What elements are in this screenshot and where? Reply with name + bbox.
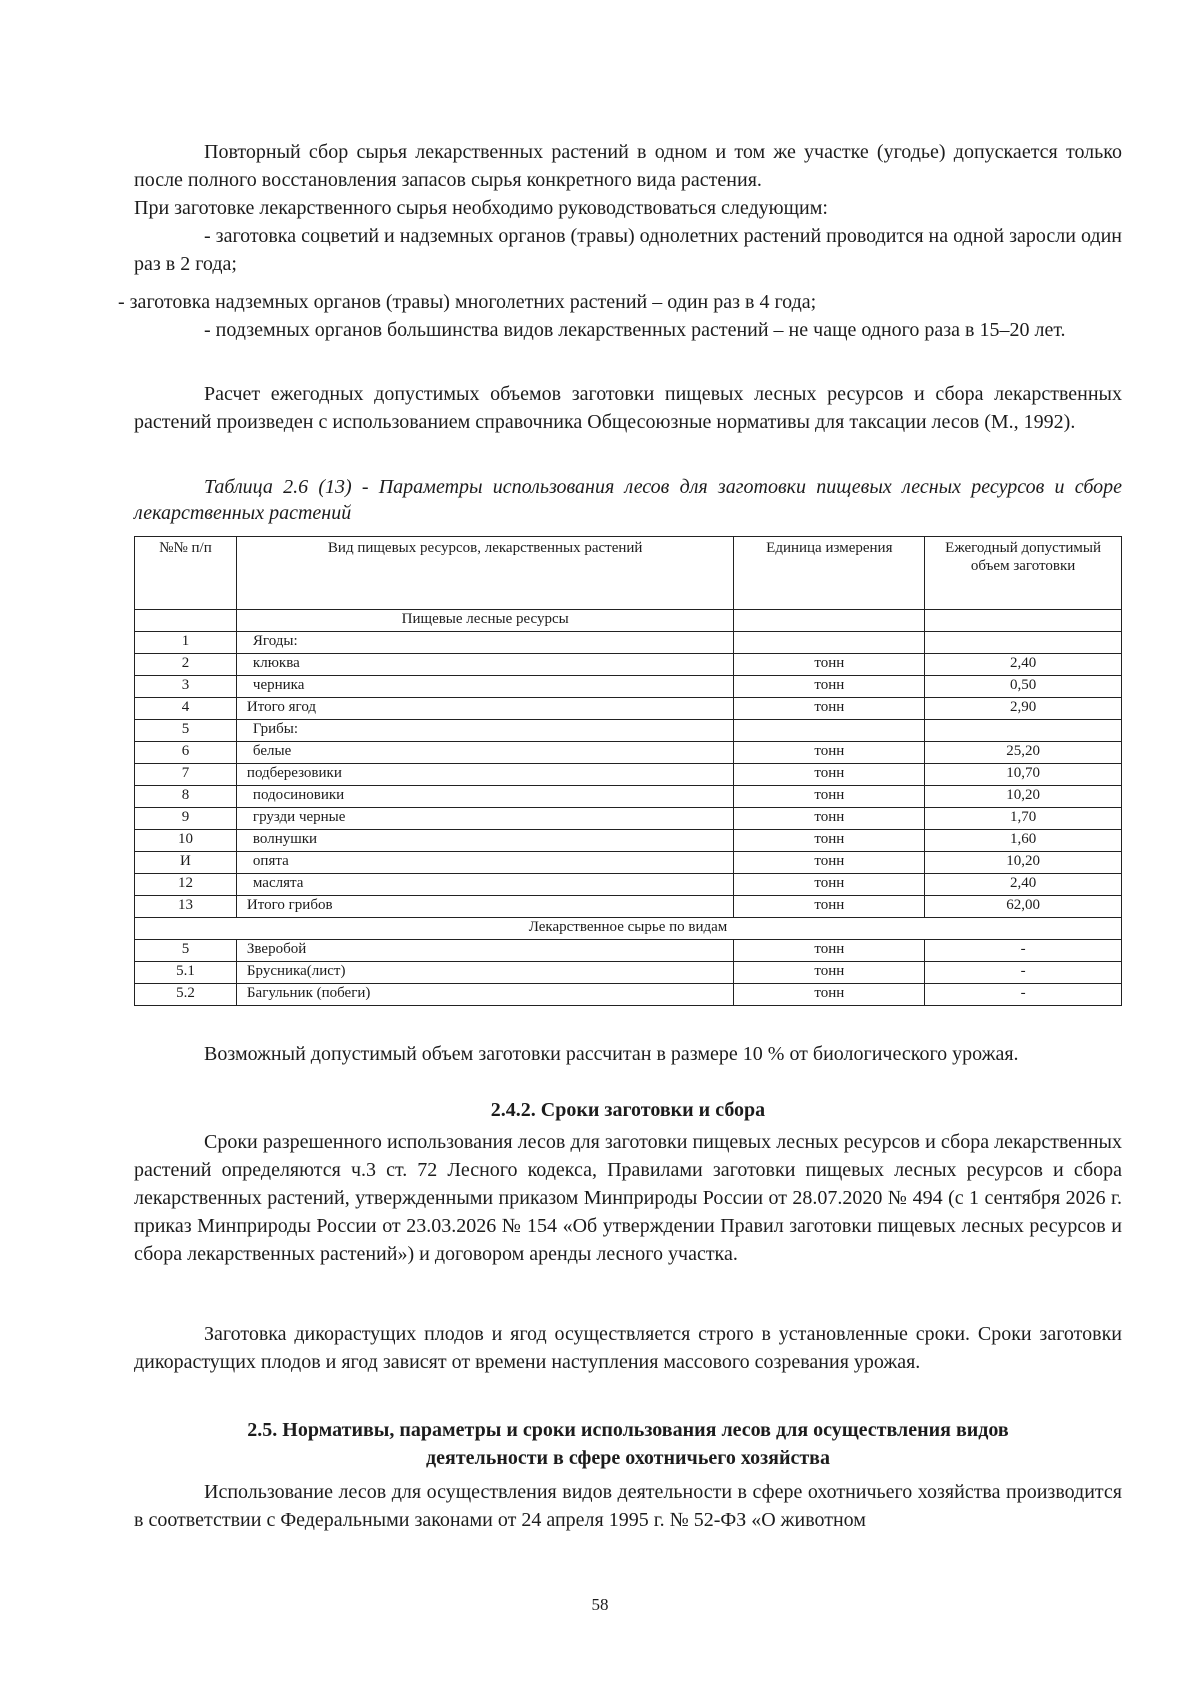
table-row: И опята тонн 10,20 [135,852,1122,874]
header-number: №№ п/п [135,537,237,610]
table-row: 13 Итого грибов тонн 62,00 [135,896,1122,918]
table-row: 3 черника тонн 0,50 [135,676,1122,698]
table-header-row [135,537,1122,610]
header-annual-volume: Ежегодный допустимый объем заготовки [925,537,1122,610]
section-heading-hunting-line1: 2.5. Нормативы, параметры и сроки использования лесов для осуществления видов [247,1419,1009,1441]
table-row: 1 Ягоды: [135,632,1122,654]
list-item-annual-plants: - заготовка соцветий и надземных органов (травы) однолетних растений проводится на одной заросли один раз в 2 года; [134,225,1122,275]
food-resources-table [134,536,1122,1006]
table-row: 8 подосиновики тонн 10,20 [135,786,1122,808]
paragraph-wild-fruits: Заготовка дикорастущих плодов и ягод осуществляется строго в установленные сроки. Сроки заготовки дикорастущих плодов и ягод зависят от времени наступления массового созревания урожая. [134,1323,1122,1373]
section-row [135,610,1122,632]
table-row: 5.1 Брусника(лист) тонн - [135,962,1122,984]
page-number: 58 [591,1595,609,1614]
section-medicinal-raw: Лекарственное сырье по видам [135,918,1122,940]
table-row: 5.2 Багульник (побеги) тонн - [135,984,1122,1006]
table-caption: Таблица 2.6 (13) - Параметры использования лесов для заготовки пищевых лесных ресурсов и сборе лекарственных растений [134,476,1122,524]
list-item-underground-organs: - подземных органов большинства видов лекарственных растений – не чаще одного раза в 15–20 лет. [204,319,1066,341]
table-row: 9 грузди черные тонн 1,70 [135,808,1122,830]
section-food-resources: Пищевые лесные ресурсы [236,610,734,632]
header-unit: Единица измерения [734,537,925,610]
paragraph-hunting-usage: Использование лесов для осуществления видов деятельности в сфере охотничьего хозяйства производится в соответствии с Федеральными законами от 24 апреля 1995 г. № 52-ФЗ «О животном [134,1481,1122,1531]
header-resource-type: Вид пищевых ресурсов, лекарственных растений [236,537,734,610]
table-row: 5 Грибы: [135,720,1122,742]
section-row [135,918,1122,940]
paragraph-permitted-terms: Сроки разрешенного использования лесов для заготовки пищевых лесных ресурсов и сбора лекарственных растений определяются ч.3 ст. 72 Лесного кодекса, Правилами заготовки пищевых лесных ресурсов и сбора лекарственных растений, утвержденными приказом Минприроды России от 28.07.2020 № 494 (с 1 сентября 2026 г. приказ Минприроды России от 23.03.2026 № 154 «Об утверждении Правил заготовки пищевых лесных ресурсов и сбора лекарственных растений») и договором аренды лесного участка. [134,1131,1122,1265]
table-row: 10 волнушки тонн 1,60 [135,830,1122,852]
table-row: 5 Зверобой тонн - [135,940,1122,962]
table-row: 2 клюква тонн 2,40 [135,654,1122,676]
list-item-perennial-plants: - заготовка надземных органов (травы) многолетних растений – один раз в 4 года; [118,291,817,313]
table-row: 7 подберезовики тонн 10,70 [135,764,1122,786]
paragraph-repeat-collection: Повторный сбор сырья лекарственных растений в одном и том же участке (угодье) допускается только после полного восстановления запасов сырья конкретного вида растения. [134,141,1122,191]
table-row: 12 маслята тонн 2,40 [135,874,1122,896]
table-row: 4 Итого ягод тонн 2,90 [135,698,1122,720]
section-heading-harvest-terms: 2.4.2. Сроки заготовки и сбора [490,1099,766,1121]
paragraph-allowed-volume: Возможный допустимый объем заготовки рассчитан в размере 10 % от биологического урожая. [204,1043,1019,1065]
paragraph-guidance-intro: При заготовке лекарственного сырья необходимо руководствоваться следующим: [134,197,828,219]
paragraph-calculation-basis: Расчет ежегодных допустимых объемов заготовки пищевых лесных ресурсов и сбора лекарственных растений произведен с использованием справочника Общесоюзные нормативы для таксации лесов (М., 1992). [134,383,1122,433]
section-heading-hunting-line2: деятельности в сфере охотничьего хозяйства [426,1447,830,1469]
table-row: 6 белые тонн 25,20 [135,742,1122,764]
